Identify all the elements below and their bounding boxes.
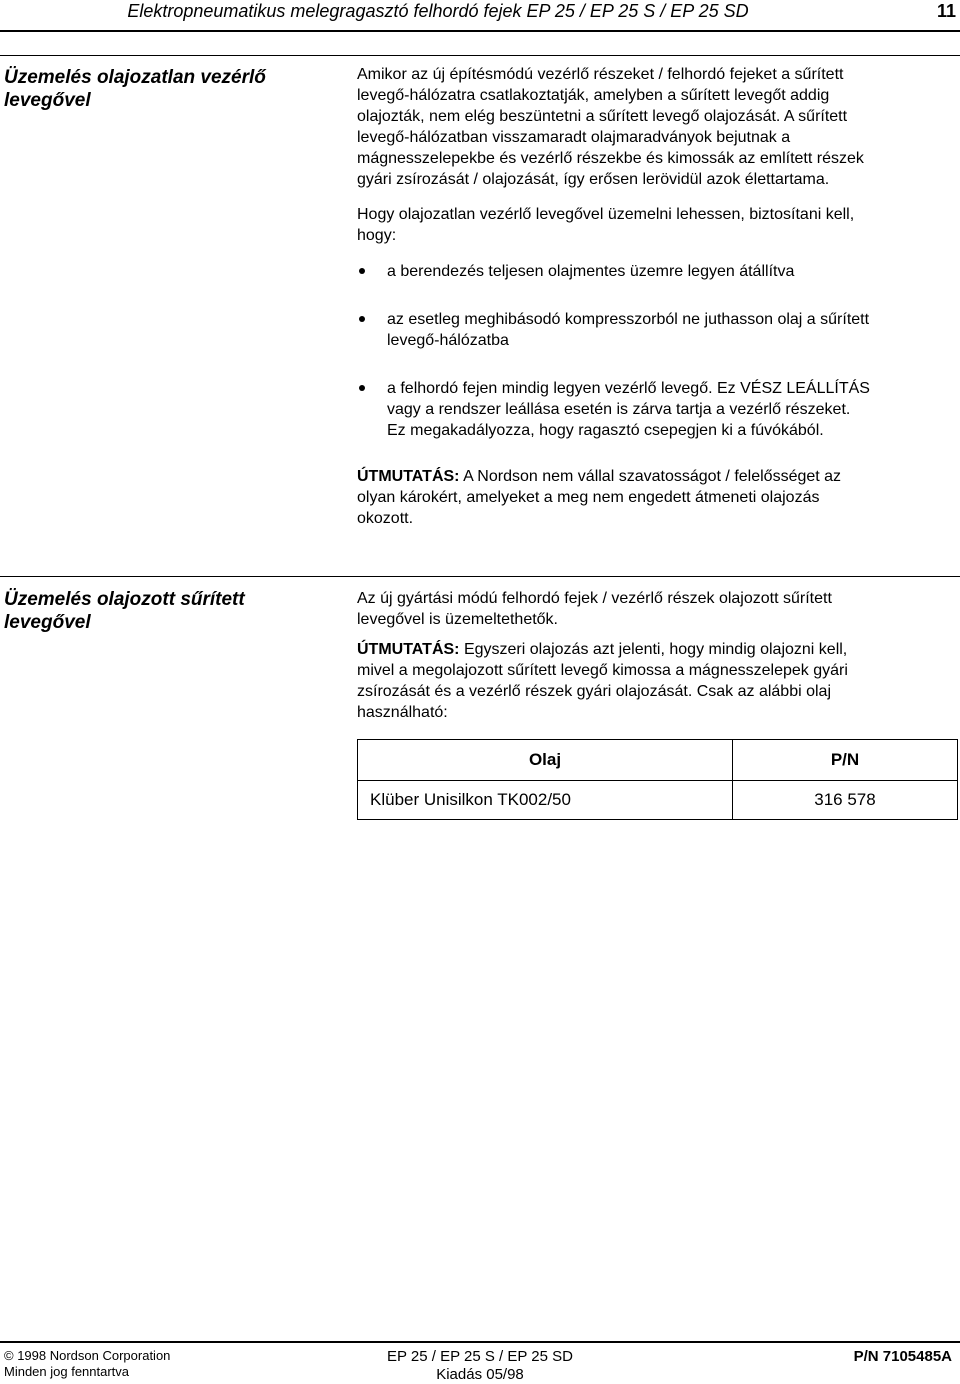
text-line: zsírozását és a vezérlő részek gyári olajozását. Csak az alábbi olaj [357,683,831,700]
text-line: Az új gyártási módú felhordó fejek / vezérlő részek olajozott sűrített [357,590,832,607]
footer-center-block [330,1348,630,1384]
footer-models: EP 25 / EP 25 S / EP 25 SD [387,1348,573,1365]
text-line: levegő-hálózatba [387,332,509,349]
rights-text: Minden jog fenntartva [4,1364,130,1379]
text-line: Ez megakadályozza, hogy ragasztó csepegjen ki a fúvókából. [387,422,824,439]
note-paragraph [357,466,957,529]
section-heading-line: Üzemelés olajozott sűrített [4,589,245,610]
section-divider [0,55,960,56]
copyright-text: © 1998 Nordson Corporation [4,1348,171,1363]
bullet-item [387,261,957,282]
bullet-icon [359,268,365,274]
text-line: olyan károkért, amelyeket a meg nem engedett átmeneti olajozás [357,489,820,506]
table-header-row [358,740,958,781]
text-line: olajozták, nem elég beszüntetni a sűrített levegő olajozását. A sűrített [357,108,848,125]
text-line [357,466,957,487]
note-text: A Nordson nem vállal szavatosságot / felelősséget az [459,468,842,485]
text-line: hogy: [357,227,397,244]
text-line: levegővel is üzemeltethetők. [357,611,558,628]
page-header-title: Elektropneumatikus melegragasztó felhordó fejek EP 25 / EP 25 S / EP 25 SD [127,1,749,21]
bullet-item [387,378,957,441]
section-divider [0,576,960,577]
section-heading-line: levegővel [4,90,91,111]
section-intro-paragraph [357,64,957,190]
condition-paragraph [357,204,957,246]
text-line: levegő-hálózatra csatlakoztatják, amelyben a sűrített levegőt addig [357,87,830,104]
footer-divider [0,1341,960,1343]
bullet-icon [359,316,365,322]
note-label: ÚTMUTATÁS: [357,468,460,485]
note-paragraph [357,639,957,723]
table-cell-pn: 316 578 [733,781,958,820]
footer-edition: Kiadás 05/98 [436,1366,524,1383]
section-heading-unoiled-air [4,66,304,112]
text-line: mágnesszelepekbe és vezérlő részekbe és kimossák az említett részek [357,150,864,167]
table-row [358,781,958,820]
footer-copyright-block [4,1348,304,1380]
note-text: Egyszeri olajozás azt jelenti, hogy mindig olajozni kell, [459,641,848,658]
text-line: Amikor az új építésmódú vezérlő részeket / felhordó fejeket a sűrített [357,66,844,83]
bullet-item [387,309,957,351]
text-line: használható: [357,704,448,721]
footer-part-number: P/N 7105485A [853,1348,952,1365]
header-divider [0,30,960,32]
text-line: Hogy olajozatlan vezérlő levegővel üzemelni lehessen, biztosítani kell, [357,206,855,223]
text-line: okozott. [357,510,414,527]
section-heading-oiled-air [4,588,304,634]
text-line: a berendezés teljesen olajmentes üzemre legyen átállítva [387,263,795,280]
text-line [357,639,957,660]
text-line: a felhordó fejen mindig legyen vezérlő levegő. Ez VÉSZ LEÁLLÍTÁS [387,380,870,397]
text-line: az esetleg meghibásodó kompresszorból ne juthasson olaj a sűrített [387,311,870,328]
text-line: gyári zsírozását / olajozását, így erősen lerövidül azok élettartama. [357,171,830,188]
table-header-oil: Olaj [358,740,733,781]
text-line: mivel a megolajozott sűrített levegő kimossa a mágnesszelepek gyári [357,662,848,679]
text-line: vagy a rendszer leállása esetén is zárva tartja a vezérlő részeket. [387,401,851,418]
bullet-icon [359,385,365,391]
page-number: 11 [936,1,956,21]
note-label: ÚTMUTATÁS: [357,641,460,658]
section-intro-paragraph [357,588,957,630]
section-heading-line: Üzemelés olajozatlan vezérlő [4,67,266,88]
table-header-pn: P/N [733,740,958,781]
oil-table [357,739,958,820]
table-cell-oil: Klüber Unisilkon TK002/50 [358,781,733,820]
section-heading-line: levegővel [4,612,91,633]
text-line: levegő-hálózatban visszamaradt olajmaradványok bejutnak a [357,129,791,146]
